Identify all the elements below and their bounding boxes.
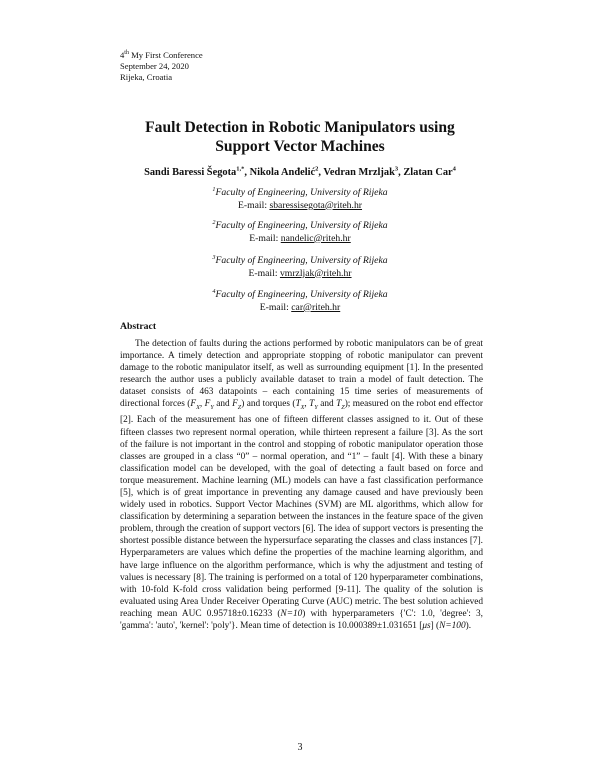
title-line-1: Fault Detection in Robotic Manipulators using: [145, 119, 455, 136]
conference-date: September 24, 2020: [120, 61, 189, 72]
conference-name: 4th My First Conference: [120, 49, 203, 60]
email-link[interactable]: nandelic@riteh.hr: [280, 232, 351, 244]
conference-header: [120, 48, 203, 83]
author: Vedran Mrzljak$^3$,: [323, 166, 404, 179]
abstract-body: The detection of faults during the actions performed by robotic manipulators can be of great importance. A timely detection and appropriate stopping of robotic manipulator can prevent damage to the robotic manipulator itself, as well as surrounding equipment [1]. In the presented research the author uses a publicly available dataset to train a model of fault detection. The dataset consists of 463 datapoints – each containing 15 time series of measurements of directional forces ($F_X$, $F_Y$ and $F_Z$) and torques ($T_X$, $T_Y$ and $T_Z$); measured on the robot end effector [2]. Each of the measurement has one of fifteen different classes assigned to it. Out of these fifteen classes two represent normal operation, while thirteen represent a failure [3]. As the sort of the failure is not important in the control and stopping of robotic manipulator operation those classes are grouped in a class “0” – normal operation, and “1” – fault [4]. With these a binary classification model can be developed, with the goal of detecting a fault based on force and torque measurement. Machine learning (ML) models can have a fast classification performance [5], which is of great importance in preventing any damage caused and have previously been widely used in robotics. Support Vector Machines (SVM) are ML algorithms, which allow for classification by determining a separation between the instances in the feature space of the given problem, through the creation of support vectors [6]. The idea of support vectors is presenting the shortest possible distance between the hypersurface separating the classes and class instances [7]. Hyperparameters are values which define the properties of the machine learning algorithm, and have large influence on the algorithm performance, which is why the adjustment and testing of values is necessary [8]. The training is performed on a total of 120 hyperparameter combinations, with 10-fold K-fold cross validation being performed [9-11]. The quality of the solution is evaluated using Area Under Receiver Operating Curve (AUC) metric. The best solution achieved reaching mean AUC 0.95718±0.16233 (N=10) with hyperparameters {'C': 1.0, 'degree': 3, 'gamma': 'auto', 'kernel': 'poly'}. Mean time of detection is 10.000389±1.031651 [μs] (N=100).: [120, 339, 483, 632]
author: Sandi Baressi Šegota$^{1,*}$,: [144, 166, 250, 179]
email-link[interactable]: car@riteh.hr: [291, 301, 341, 313]
affiliation-3: $^3$Faculty of Engineering, University of Rijeka E-mail: vmrzljak@riteh.hr: [212, 254, 388, 279]
abstract-heading: Abstract: [120, 321, 157, 332]
affiliation-4: $^4$Faculty of Engineering, University of Rijeka E-mail: car@riteh.hr: [212, 288, 388, 313]
email-link[interactable]: sbaressisegota@riteh.hr: [269, 199, 363, 211]
affiliation-1: $^1$Faculty of Engineering, University of Rijeka E-mail: sbaressisegota@riteh.hr: [212, 186, 388, 211]
conference-place: Rijeka, Croatia: [120, 72, 173, 83]
paper-title: [0, 118, 600, 156]
author: Nikola Anđelić$^2$,: [249, 166, 324, 179]
author-list: [0, 166, 600, 178]
affiliation-2: $^2$Faculty of Engineering, University of Rijeka E-mail: nandelic@riteh.hr: [212, 219, 388, 244]
page-number: 3: [297, 742, 303, 753]
email-link[interactable]: vmrzljak@riteh.hr: [279, 267, 352, 279]
author: Zlatan Car$^4$: [403, 166, 456, 179]
title-line-2: Support Vector Machines: [215, 138, 385, 155]
